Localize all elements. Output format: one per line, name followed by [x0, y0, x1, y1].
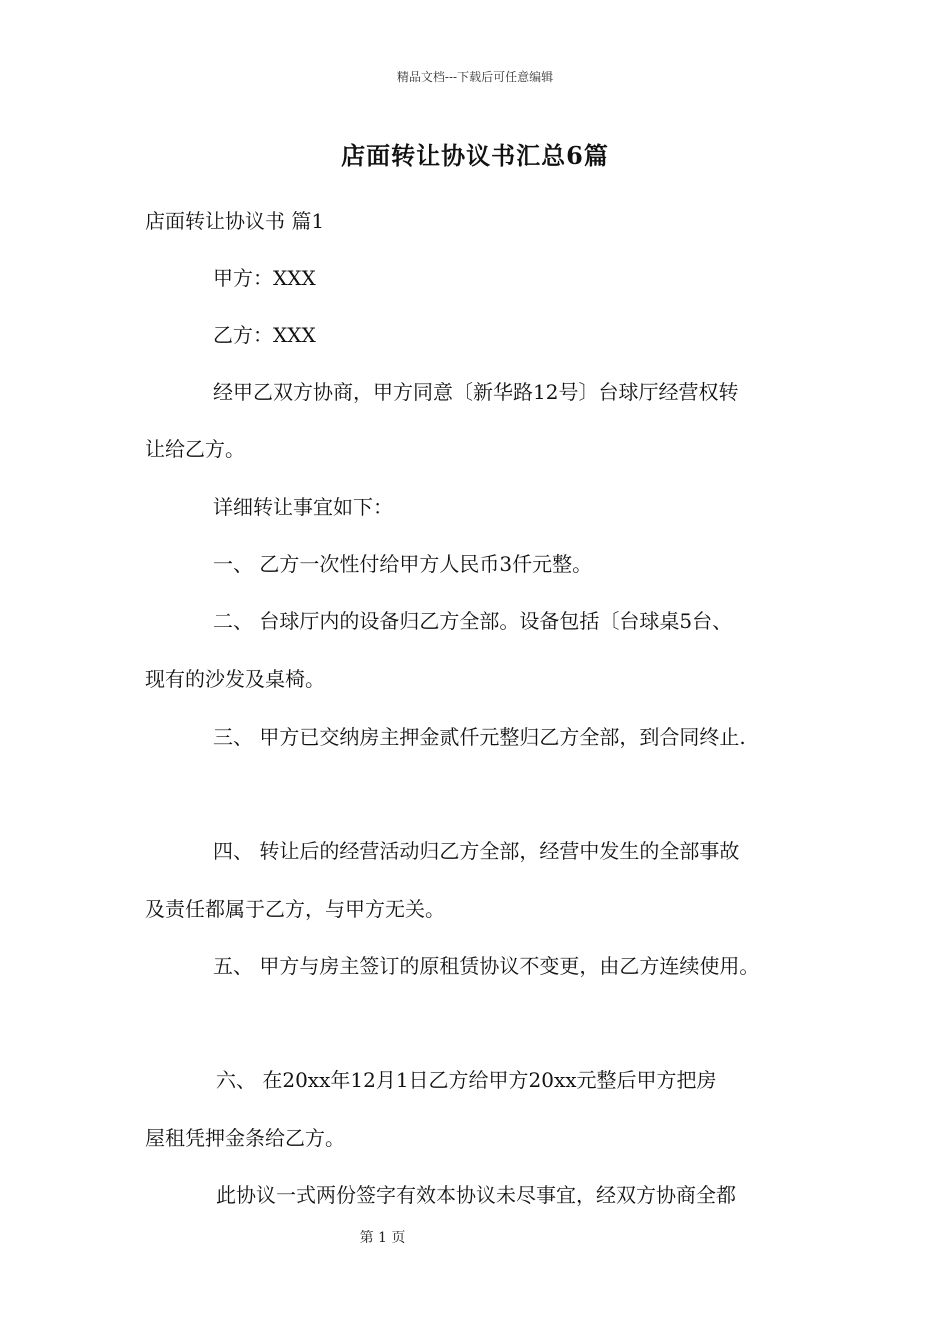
- page-header: 精品文档---下载后可任意编辑: [396, 70, 554, 84]
- clause-1: 一、 乙方一次性付给甲方人民币3仟元整。: [213, 552, 593, 576]
- details-label: 详细转让事宜如下：: [213, 495, 393, 519]
- clause-6-line-2: 屋租凭押金条给乙方。: [145, 1126, 345, 1150]
- clause-2-line-2: 现有的沙发及桌椅。: [145, 667, 325, 691]
- clause-4-line-2: 及责任都属于乙方，与甲方无关。: [145, 897, 445, 921]
- clause-4-line-1: 四、 转让后的经营活动归乙方全部，经营中发生的全部事故: [213, 839, 740, 863]
- intro-paragraph-line-2: 让给乙方。: [145, 437, 245, 461]
- section-heading: 店面转让协议书 篇1: [145, 209, 325, 233]
- clause-5: 五、 甲方与房主签订的原租赁协议不变更，由乙方连续使用。: [213, 954, 760, 978]
- closing-paragraph-line-1: 此协议一式两份签字有效本协议未尽事宜，经双方协商全都: [216, 1183, 736, 1207]
- clause-6-line-1: 六、 在20xx年12月1日乙方给甲方20xx元整后甲方把房: [216, 1068, 717, 1092]
- clause-3: 三、 甲方已交纳房主押金贰仟元整归乙方全部，到合同终止.: [213, 725, 746, 749]
- clause-2-line-1: 二、 台球厅内的设备归乙方全部。设备包括〔台球桌5台、: [213, 609, 733, 633]
- document-title: 店面转让协议书汇总6篇: [341, 141, 609, 170]
- page-number: 第 1 页: [359, 1230, 406, 1246]
- party-b-line: 乙方：XXX: [213, 323, 316, 347]
- intro-paragraph-line-1: 经甲乙双方协商，甲方同意〔新华路12号〕台球厅经营权转: [213, 380, 739, 404]
- party-a-line: 甲方：XXX: [213, 266, 316, 290]
